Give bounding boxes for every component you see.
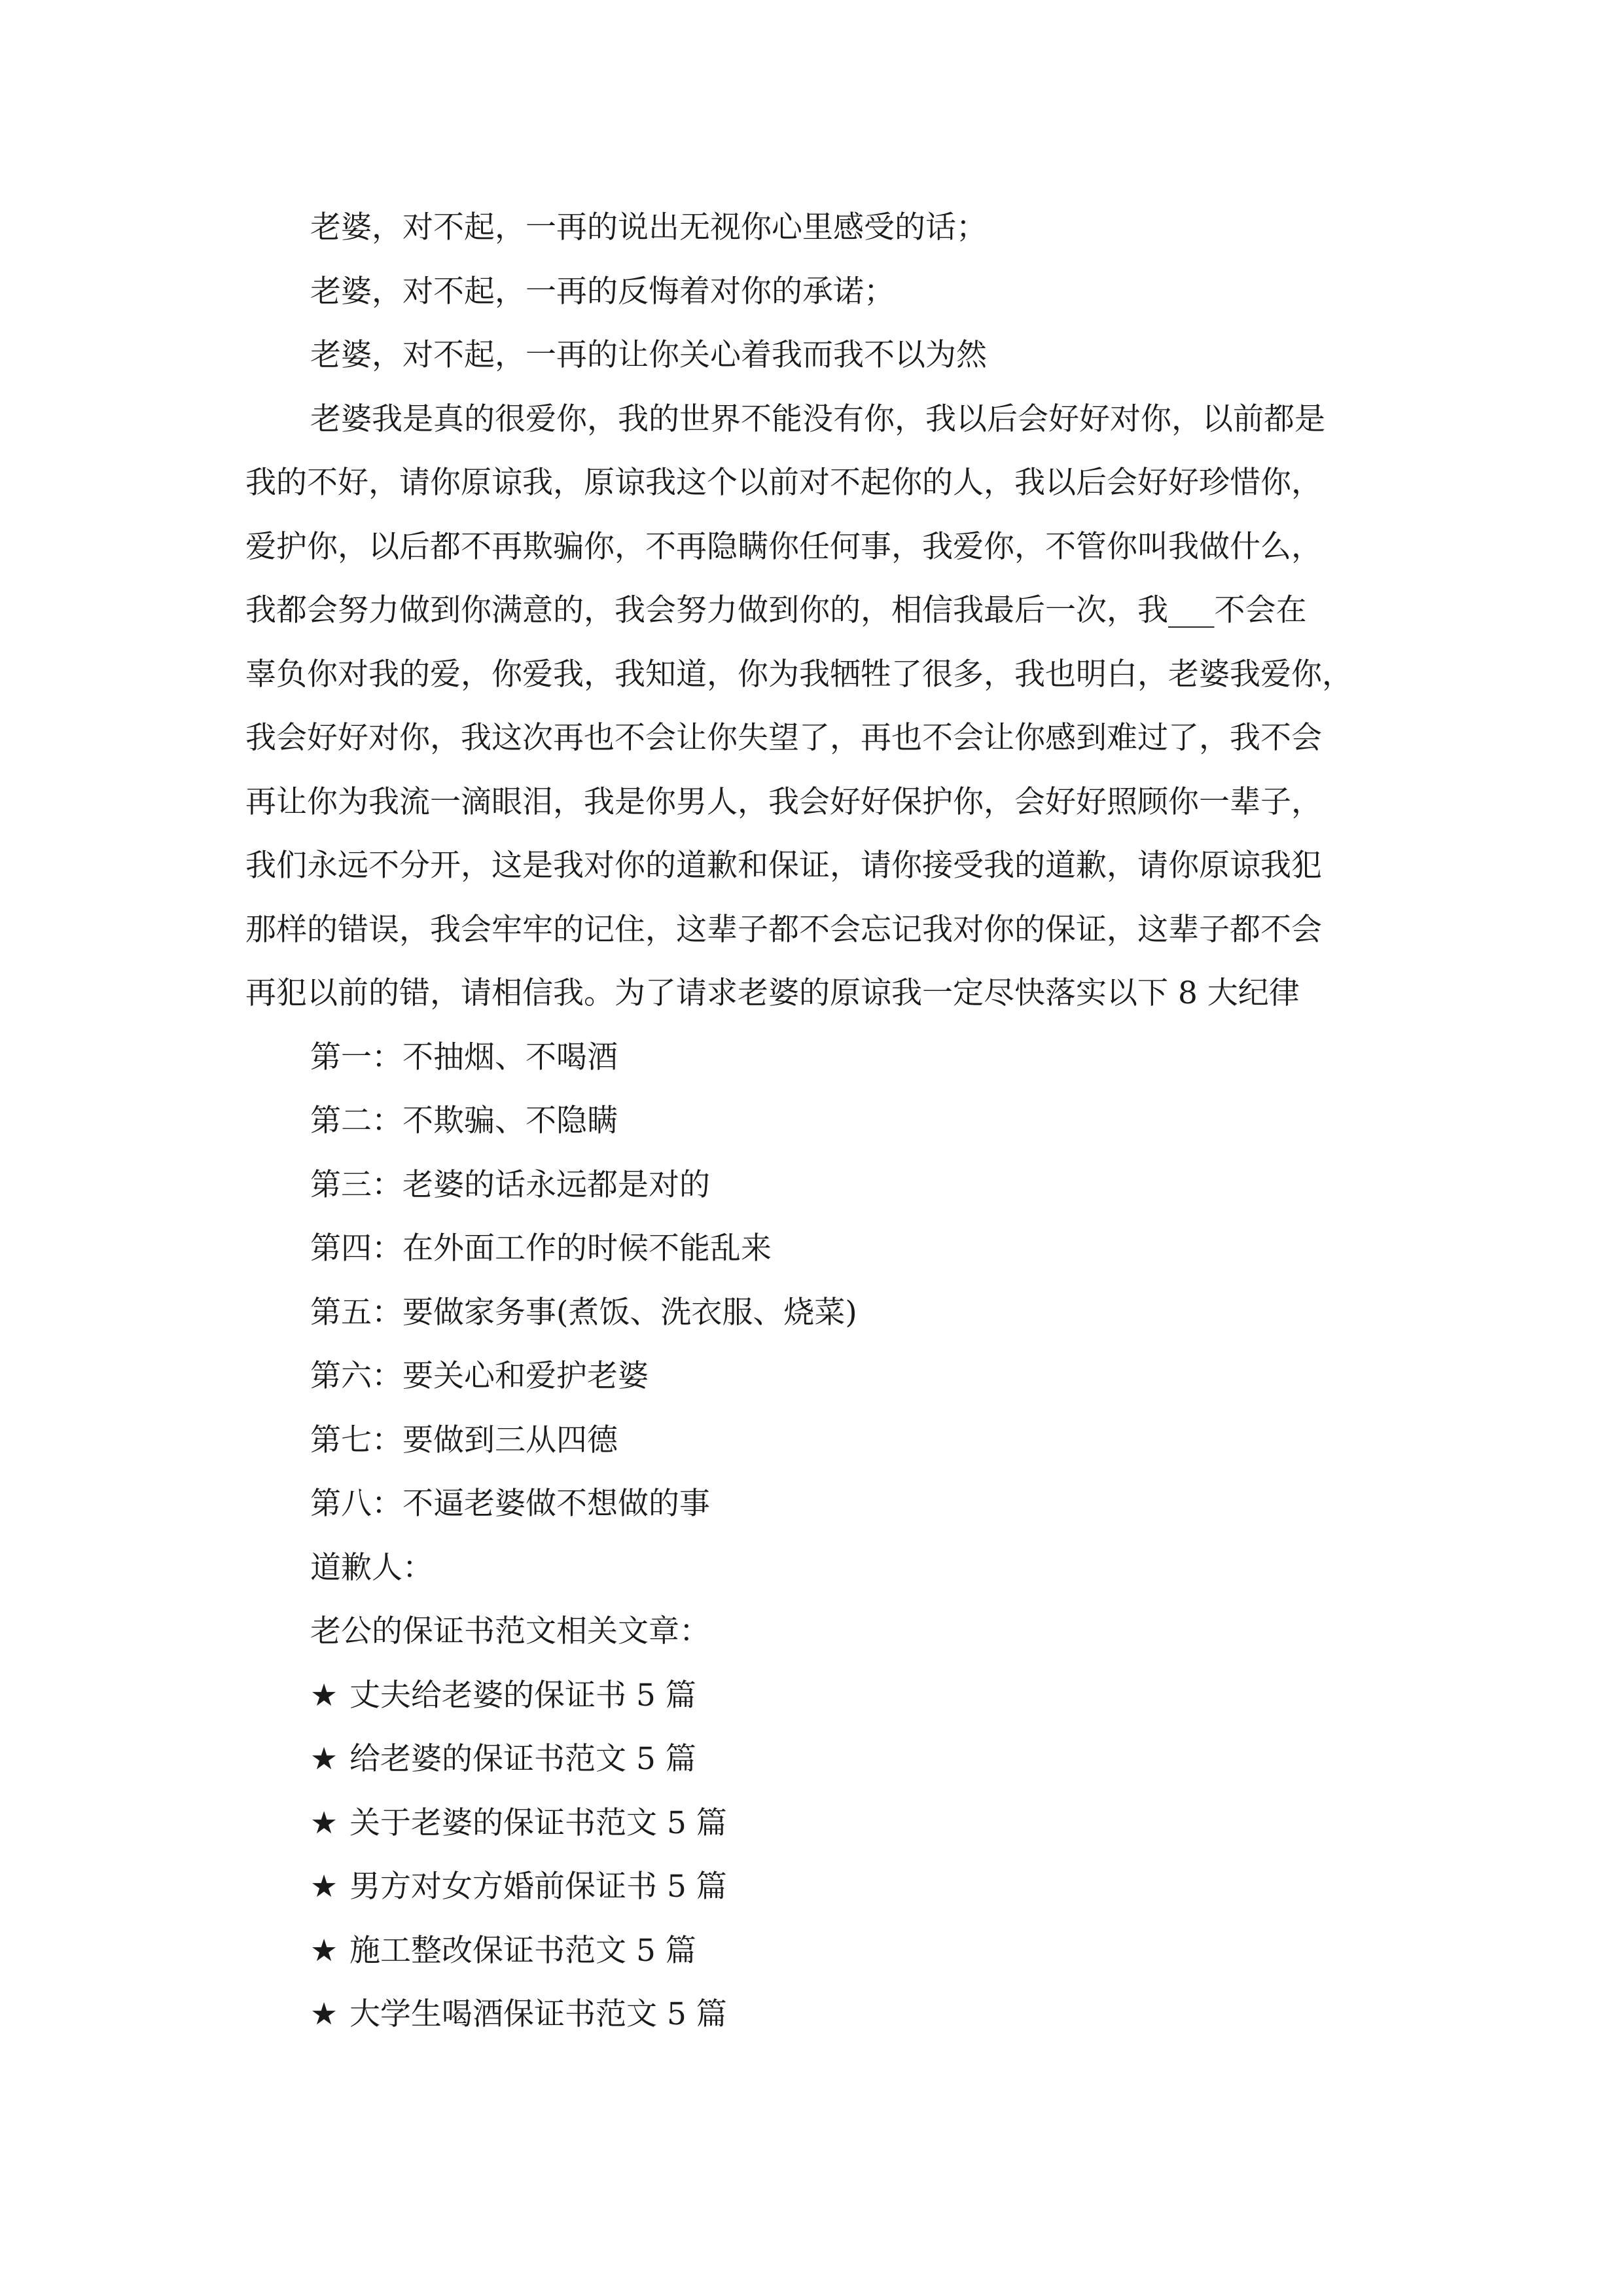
paragraph-line: 辜负你对我的爱，你爱我，我知道，你为我牺牲了很多，我也明白，老婆我爱你， — [245, 656, 1353, 692]
paragraph-line: 我会好好对你，我这次再也不会让你失望了，再也不会让你感到难过了，我不会 — [245, 720, 1322, 756]
paragraph-line: 那样的错误，我会牢牢的记住，这辈子都不会忘记我对你的保证，这辈子都不会 — [245, 912, 1322, 948]
related-article-title: 施工整改保证书范文 5 篇 — [349, 1933, 696, 1969]
star-icon: ★ — [310, 1677, 338, 1713]
related-article-title: 大学生喝酒保证书范文 5 篇 — [349, 1996, 727, 2032]
signature-label: 道歉人： — [310, 1550, 433, 1586]
intro-line: 老婆，对不起，一再的反悔着对你的承诺； — [310, 274, 895, 310]
rule-item: 第六：要关心和爱护老婆 — [310, 1358, 649, 1394]
related-article-title: 给老婆的保证书范文 5 篇 — [349, 1741, 696, 1777]
intro-line: 老婆，对不起，一再的让你关心着我而我不以为然 — [310, 337, 987, 373]
related-article-title: 关于老婆的保证书范文 5 篇 — [349, 1805, 727, 1841]
rule-item: 第七：要做到三从四德 — [310, 1422, 618, 1458]
paragraph-line: 再让你为我流一滴眼泪，我是你男人，我会好好保护你，会好好照顾你一辈子， — [245, 784, 1322, 820]
star-icon: ★ — [310, 1996, 338, 2032]
paragraph-line: 我的不好，请你原谅我，原谅我这个以前对不起你的人，我以后会好好珍惜你， — [245, 465, 1322, 501]
related-article-title: 丈夫给老婆的保证书 5 篇 — [349, 1677, 696, 1713]
rule-item: 第八：不逼老婆做不想做的事 — [310, 1486, 710, 1522]
rule-item: 第二：不欺骗、不隐瞒 — [310, 1103, 618, 1139]
related-heading: 老公的保证书范文相关文章： — [310, 1613, 710, 1649]
paragraph-line: 老婆我是真的很爱你，我的世界不能没有你，我以后会好好对你，以前都是 — [310, 401, 1325, 437]
related-article-link[interactable] — [310, 1995, 727, 2034]
related-article-link[interactable] — [310, 1867, 727, 1907]
star-icon: ★ — [310, 1869, 338, 1905]
paragraph-line: 我们永远不分开，这是我对你的道歉和保证，请你接受我的道歉，请你原谅我犯 — [245, 848, 1322, 884]
star-icon: ★ — [310, 1933, 338, 1969]
star-icon: ★ — [310, 1805, 338, 1841]
related-article-link[interactable] — [310, 1676, 696, 1715]
star-icon: ★ — [310, 1741, 338, 1777]
related-article-link[interactable] — [310, 1740, 696, 1779]
related-article-title: 男方对女方婚前保证书 5 篇 — [349, 1869, 727, 1905]
intro-line: 老婆，对不起，一再的说出无视你心里感受的话； — [310, 209, 987, 245]
related-article-link[interactable] — [310, 1931, 696, 1971]
rule-item: 第四：在外面工作的时候不能乱来 — [310, 1230, 772, 1266]
rule-item: 第三：老婆的话永远都是对的 — [310, 1167, 710, 1203]
paragraph-line: 我都会努力做到你满意的，我会努力做到你的，相信我最后一次，我___不会在 — [245, 592, 1307, 628]
related-article-link[interactable] — [310, 1804, 727, 1843]
paragraph-line: 再犯以前的错，请相信我。为了请求老婆的原谅我一定尽快落实以下 8 大纪律 — [245, 975, 1300, 1011]
rule-item: 第一：不抽烟、不喝酒 — [310, 1039, 618, 1075]
paragraph-line: 爱护你，以后都不再欺骗你，不再隐瞒你任何事，我爱你，不管你叫我做什么， — [245, 529, 1322, 565]
rule-item: 第五：要做家务事(煮饭、洗衣服、烧菜) — [310, 1295, 857, 1331]
